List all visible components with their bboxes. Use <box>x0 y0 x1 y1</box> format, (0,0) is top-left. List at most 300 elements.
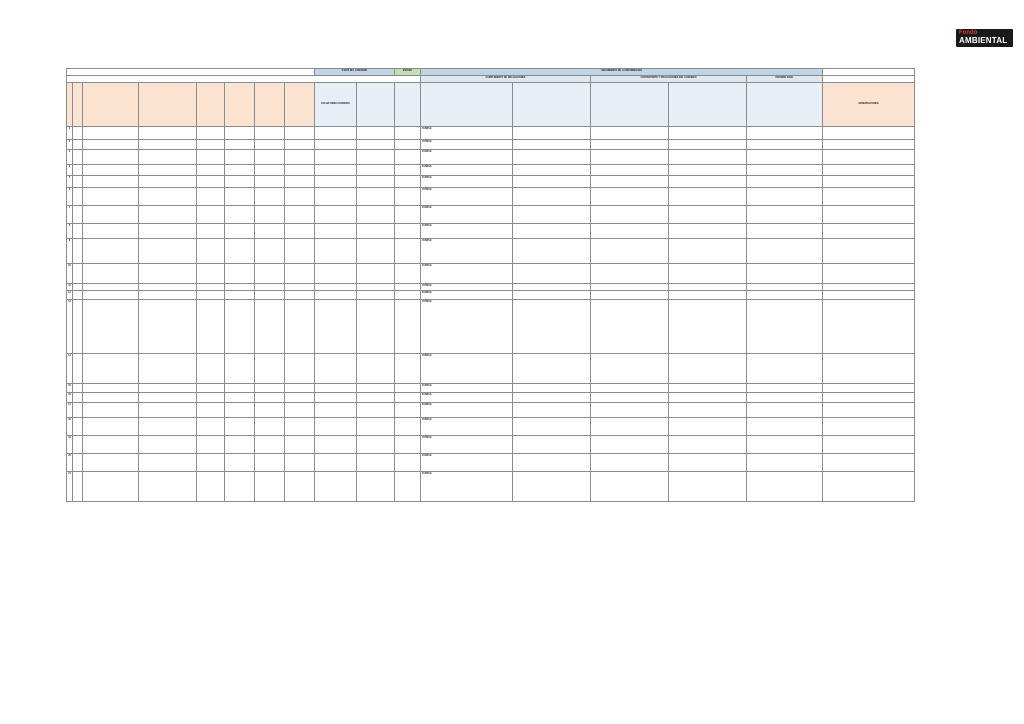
table-cell <box>747 264 823 284</box>
table-cell <box>285 472 315 502</box>
table-cell <box>513 239 591 264</box>
table-cell <box>357 436 395 454</box>
table-cell <box>73 239 83 264</box>
table-row <box>67 284 915 291</box>
table-cell <box>357 454 395 472</box>
table-cell <box>225 436 255 454</box>
table-cell <box>139 206 197 224</box>
table-cell <box>747 436 823 454</box>
table-cell <box>591 291 669 300</box>
table-row <box>67 300 915 354</box>
table-cell <box>285 239 315 264</box>
table-cell <box>513 403 591 418</box>
table-cell <box>395 224 421 239</box>
table-cell <box>197 472 225 502</box>
table-cell <box>747 176 823 188</box>
table-cell <box>315 384 357 393</box>
table-cell <box>669 284 747 291</box>
logo-line-2: AMBIENTAL <box>959 36 1008 45</box>
table-cell <box>285 418 315 436</box>
table-cell <box>747 150 823 165</box>
table-cell <box>225 403 255 418</box>
table-cell <box>513 436 591 454</box>
table-cell <box>83 284 139 291</box>
table-cell <box>513 300 591 354</box>
table-cell <box>197 403 225 418</box>
table-cell <box>73 127 83 140</box>
table-row <box>67 472 915 502</box>
table-cell <box>823 140 915 150</box>
table-cell <box>225 150 255 165</box>
col-observaciones: OBSERVACIONES <box>823 83 915 127</box>
table-cell <box>513 165 591 176</box>
table-cell <box>139 165 197 176</box>
row-number: 12 <box>67 291 73 300</box>
table-cell <box>357 300 395 354</box>
table-cell <box>747 206 823 224</box>
table-cell <box>823 188 915 206</box>
table-cell <box>315 176 357 188</box>
table-cell <box>513 206 591 224</box>
table-cell <box>73 224 83 239</box>
table-cell <box>395 418 421 436</box>
table-cell <box>395 165 421 176</box>
table-cell <box>225 472 255 502</box>
table-cell <box>73 188 83 206</box>
table-cell <box>255 165 285 176</box>
table-cell <box>285 284 315 291</box>
table-cell <box>591 472 669 502</box>
table-cell <box>747 165 823 176</box>
table-cell <box>73 393 83 403</box>
table-cell <box>315 284 357 291</box>
table-cell <box>357 284 395 291</box>
logo-line-1: Fondo <box>959 30 978 36</box>
table-cell <box>747 127 823 140</box>
table-cell <box>315 403 357 418</box>
table-cell <box>83 165 139 176</box>
cumplimiento-status: CUMPLE <box>421 393 513 403</box>
table-cell <box>747 403 823 418</box>
table-cell <box>285 188 315 206</box>
table-cell <box>591 176 669 188</box>
table-cell <box>73 300 83 354</box>
table-cell <box>197 165 225 176</box>
table-cell <box>395 264 421 284</box>
table-cell <box>83 354 139 384</box>
table-cell <box>285 127 315 140</box>
table-cell <box>197 436 225 454</box>
table-cell <box>197 188 225 206</box>
table-cell <box>357 393 395 403</box>
table-cell <box>315 291 357 300</box>
table-cell <box>225 354 255 384</box>
table-cell <box>357 418 395 436</box>
table-cell <box>395 472 421 502</box>
table-cell <box>83 436 139 454</box>
table-cell <box>255 206 285 224</box>
table-cell <box>669 165 747 176</box>
row-number: 3 <box>67 150 73 165</box>
table-cell <box>255 403 285 418</box>
table-cell <box>395 150 421 165</box>
row-number: 20 <box>67 454 73 472</box>
table-row <box>67 291 915 300</box>
table-cell <box>591 165 669 176</box>
table-cell <box>139 224 197 239</box>
table-cell <box>83 393 139 403</box>
table-body <box>67 127 915 502</box>
table-cell <box>591 224 669 239</box>
table-row <box>67 165 915 176</box>
table-row <box>67 384 915 393</box>
table-cell <box>315 140 357 150</box>
table-row <box>67 418 915 436</box>
table-cell <box>255 354 285 384</box>
table-cell <box>669 140 747 150</box>
table-cell <box>669 454 747 472</box>
cumplimiento-status: CUMPLE <box>421 436 513 454</box>
table-cell <box>139 140 197 150</box>
table-cell <box>357 127 395 140</box>
table-cell <box>823 300 915 354</box>
header-row-3 <box>67 83 915 127</box>
table-cell <box>315 264 357 284</box>
table-cell <box>139 150 197 165</box>
cumplimiento-status: CUMPLE <box>421 418 513 436</box>
table-cell <box>225 454 255 472</box>
table-cell <box>225 140 255 150</box>
table-cell <box>669 384 747 393</box>
row-number: 8 <box>67 224 73 239</box>
table-cell <box>357 176 395 188</box>
table-cell <box>255 472 285 502</box>
table-cell <box>315 436 357 454</box>
table-cell <box>747 384 823 393</box>
table-cell <box>395 300 421 354</box>
table-cell <box>315 188 357 206</box>
table-cell <box>225 264 255 284</box>
table-cell <box>73 454 83 472</box>
table-cell <box>823 291 915 300</box>
table-cell <box>197 224 225 239</box>
table-cell <box>285 165 315 176</box>
table-cell <box>315 150 357 165</box>
table-cell <box>139 264 197 284</box>
table-cell <box>823 224 915 239</box>
row-number: 19 <box>67 436 73 454</box>
table-cell <box>513 176 591 188</box>
table-cell <box>513 150 591 165</box>
table-cell <box>669 436 747 454</box>
table-cell <box>83 188 139 206</box>
table-cell <box>513 393 591 403</box>
table-cell <box>395 354 421 384</box>
table-cell <box>669 176 747 188</box>
table-cell <box>357 291 395 300</box>
row-number: 13 <box>67 300 73 354</box>
row-number: 1 <box>67 127 73 140</box>
table-cell <box>139 239 197 264</box>
table-cell <box>225 284 255 291</box>
table-cell <box>73 264 83 284</box>
table-cell <box>357 140 395 150</box>
table-cell <box>139 403 197 418</box>
group-estado: ESTADO <box>395 69 421 76</box>
table-cell <box>513 224 591 239</box>
table-cell <box>669 418 747 436</box>
table-cell <box>747 454 823 472</box>
table-cell <box>747 188 823 206</box>
cumplimiento-status: CUMPLE <box>421 264 513 284</box>
sub-contraparte: CONTRAPARTE Y OBLIGACIONES DEL CONVENIO <box>591 76 747 83</box>
table-cell <box>591 206 669 224</box>
table-cell <box>823 264 915 284</box>
table-cell <box>591 454 669 472</box>
table-cell <box>255 176 285 188</box>
table-cell <box>747 418 823 436</box>
table-cell <box>225 418 255 436</box>
table-cell <box>315 393 357 403</box>
table-cell <box>197 206 225 224</box>
cumplimiento-status: CUMPLE <box>421 291 513 300</box>
table-cell <box>73 354 83 384</box>
table-cell <box>591 239 669 264</box>
table-cell <box>315 300 357 354</box>
table-cell <box>83 176 139 188</box>
table-cell <box>395 140 421 150</box>
table-cell <box>197 239 225 264</box>
table-row <box>67 188 915 206</box>
table-row <box>67 206 915 224</box>
table-cell <box>197 284 225 291</box>
table-cell <box>255 150 285 165</box>
table-cell <box>73 165 83 176</box>
table-cell <box>747 224 823 239</box>
table-cell <box>83 206 139 224</box>
table-cell <box>73 403 83 418</box>
table-cell <box>285 454 315 472</box>
table-cell <box>73 150 83 165</box>
table-cell <box>315 224 357 239</box>
table-cell <box>83 127 139 140</box>
table-cell <box>669 354 747 384</box>
table-row <box>67 393 915 403</box>
table-cell <box>285 354 315 384</box>
row-number: 14 <box>67 354 73 384</box>
row-number: 10 <box>67 264 73 284</box>
table-cell <box>513 472 591 502</box>
table-cell <box>197 300 225 354</box>
table-cell <box>225 127 255 140</box>
table-cell <box>591 264 669 284</box>
table-cell <box>73 284 83 291</box>
table-cell <box>747 300 823 354</box>
table-cell <box>197 454 225 472</box>
row-number: 7 <box>67 206 73 224</box>
table-cell <box>357 206 395 224</box>
table-cell <box>255 454 285 472</box>
table-cell <box>669 300 747 354</box>
table-cell <box>73 472 83 502</box>
row-number: 11 <box>67 284 73 291</box>
table-cell <box>823 418 915 436</box>
table-cell <box>395 393 421 403</box>
table-cell <box>225 206 255 224</box>
compliance-table <box>66 68 915 502</box>
table-cell <box>357 354 395 384</box>
table-cell <box>285 393 315 403</box>
table-cell <box>395 454 421 472</box>
table-cell <box>225 188 255 206</box>
table-cell <box>139 436 197 454</box>
table-cell <box>591 354 669 384</box>
table-cell <box>315 418 357 436</box>
table-cell <box>591 140 669 150</box>
table-cell <box>513 188 591 206</box>
table-cell <box>591 300 669 354</box>
table-cell <box>73 418 83 436</box>
table-row <box>67 150 915 165</box>
table-cell <box>255 140 285 150</box>
table-cell <box>315 206 357 224</box>
table-cell <box>357 239 395 264</box>
table-cell <box>357 188 395 206</box>
table-cell <box>73 436 83 454</box>
table-cell <box>139 127 197 140</box>
table-cell <box>285 384 315 393</box>
table-cell <box>669 224 747 239</box>
table-cell <box>83 291 139 300</box>
table-cell <box>513 264 591 284</box>
table-cell <box>823 393 915 403</box>
table-cell <box>395 291 421 300</box>
table-cell <box>225 393 255 403</box>
table-cell <box>591 284 669 291</box>
sub-cumplimiento: CUMPLIMIENTO DE OBLIGACIONES <box>421 76 591 83</box>
cumplimiento-status: CUMPLE <box>421 127 513 140</box>
row-number: 6 <box>67 188 73 206</box>
table-cell <box>591 384 669 393</box>
table-cell <box>139 418 197 436</box>
table-cell <box>357 165 395 176</box>
table-row <box>67 224 915 239</box>
table-cell <box>747 284 823 291</box>
table-cell <box>669 127 747 140</box>
table-cell <box>823 165 915 176</box>
table-cell <box>83 472 139 502</box>
table-cell <box>669 150 747 165</box>
table-cell <box>73 206 83 224</box>
table-cell <box>225 165 255 176</box>
table-row <box>67 454 915 472</box>
table-cell <box>823 284 915 291</box>
table-cell <box>591 127 669 140</box>
cumplimiento-status: CUMPLE <box>421 165 513 176</box>
table-cell <box>255 264 285 284</box>
cumplimiento-status: CUMPLE <box>421 150 513 165</box>
table-cell <box>139 454 197 472</box>
table-cell <box>315 472 357 502</box>
table-cell <box>139 291 197 300</box>
cumplimiento-status: CUMPLE <box>421 206 513 224</box>
table-cell <box>285 264 315 284</box>
fondo-ambiental-logo <box>956 29 1013 47</box>
cumplimiento-status: CUMPLE <box>421 384 513 393</box>
table-cell <box>315 165 357 176</box>
table-cell <box>747 393 823 403</box>
table-cell <box>255 127 285 140</box>
table-cell <box>255 291 285 300</box>
table-cell <box>669 206 747 224</box>
table-cell <box>395 127 421 140</box>
table-cell <box>747 291 823 300</box>
col-fecha-firma: FECHA FIRMA CONVENIO <box>315 83 357 127</box>
table-cell <box>357 403 395 418</box>
table-cell <box>139 354 197 384</box>
table-row <box>67 140 915 150</box>
group-seguimiento: SEGUIMIENTO DE LA INFORMACIÓN <box>421 69 823 76</box>
table-cell <box>395 176 421 188</box>
table-cell <box>73 140 83 150</box>
table-cell <box>83 224 139 239</box>
table-cell <box>395 239 421 264</box>
table-cell <box>823 354 915 384</box>
table-cell <box>669 188 747 206</box>
header-row-1 <box>67 69 915 76</box>
table-cell <box>747 472 823 502</box>
table-cell <box>83 239 139 264</box>
table-cell <box>285 206 315 224</box>
table-row <box>67 239 915 264</box>
table-cell <box>591 436 669 454</box>
table-cell <box>513 291 591 300</box>
table-cell <box>315 354 357 384</box>
table-cell <box>285 150 315 165</box>
table-row <box>67 264 915 284</box>
table-cell <box>823 206 915 224</box>
table-cell <box>591 403 669 418</box>
table-cell <box>255 284 285 291</box>
table-cell <box>513 127 591 140</box>
table-cell <box>669 239 747 264</box>
table-cell <box>197 418 225 436</box>
table-cell <box>823 150 915 165</box>
table-cell <box>823 454 915 472</box>
table-cell <box>285 224 315 239</box>
table-cell <box>357 150 395 165</box>
table-cell <box>591 188 669 206</box>
row-number: 18 <box>67 418 73 436</box>
table-cell <box>669 393 747 403</box>
row-number: 9 <box>67 239 73 264</box>
table-cell <box>285 403 315 418</box>
table-cell <box>747 140 823 150</box>
row-number: 16 <box>67 393 73 403</box>
table-cell <box>139 472 197 502</box>
table-cell <box>357 472 395 502</box>
table-cell <box>83 300 139 354</box>
table-cell <box>513 454 591 472</box>
table-cell <box>285 436 315 454</box>
table-cell <box>139 284 197 291</box>
table-cell <box>197 384 225 393</box>
table-cell <box>395 384 421 393</box>
table-cell <box>315 127 357 140</box>
header-row-2 <box>67 76 915 83</box>
table-row <box>67 127 915 140</box>
table-cell <box>83 140 139 150</box>
